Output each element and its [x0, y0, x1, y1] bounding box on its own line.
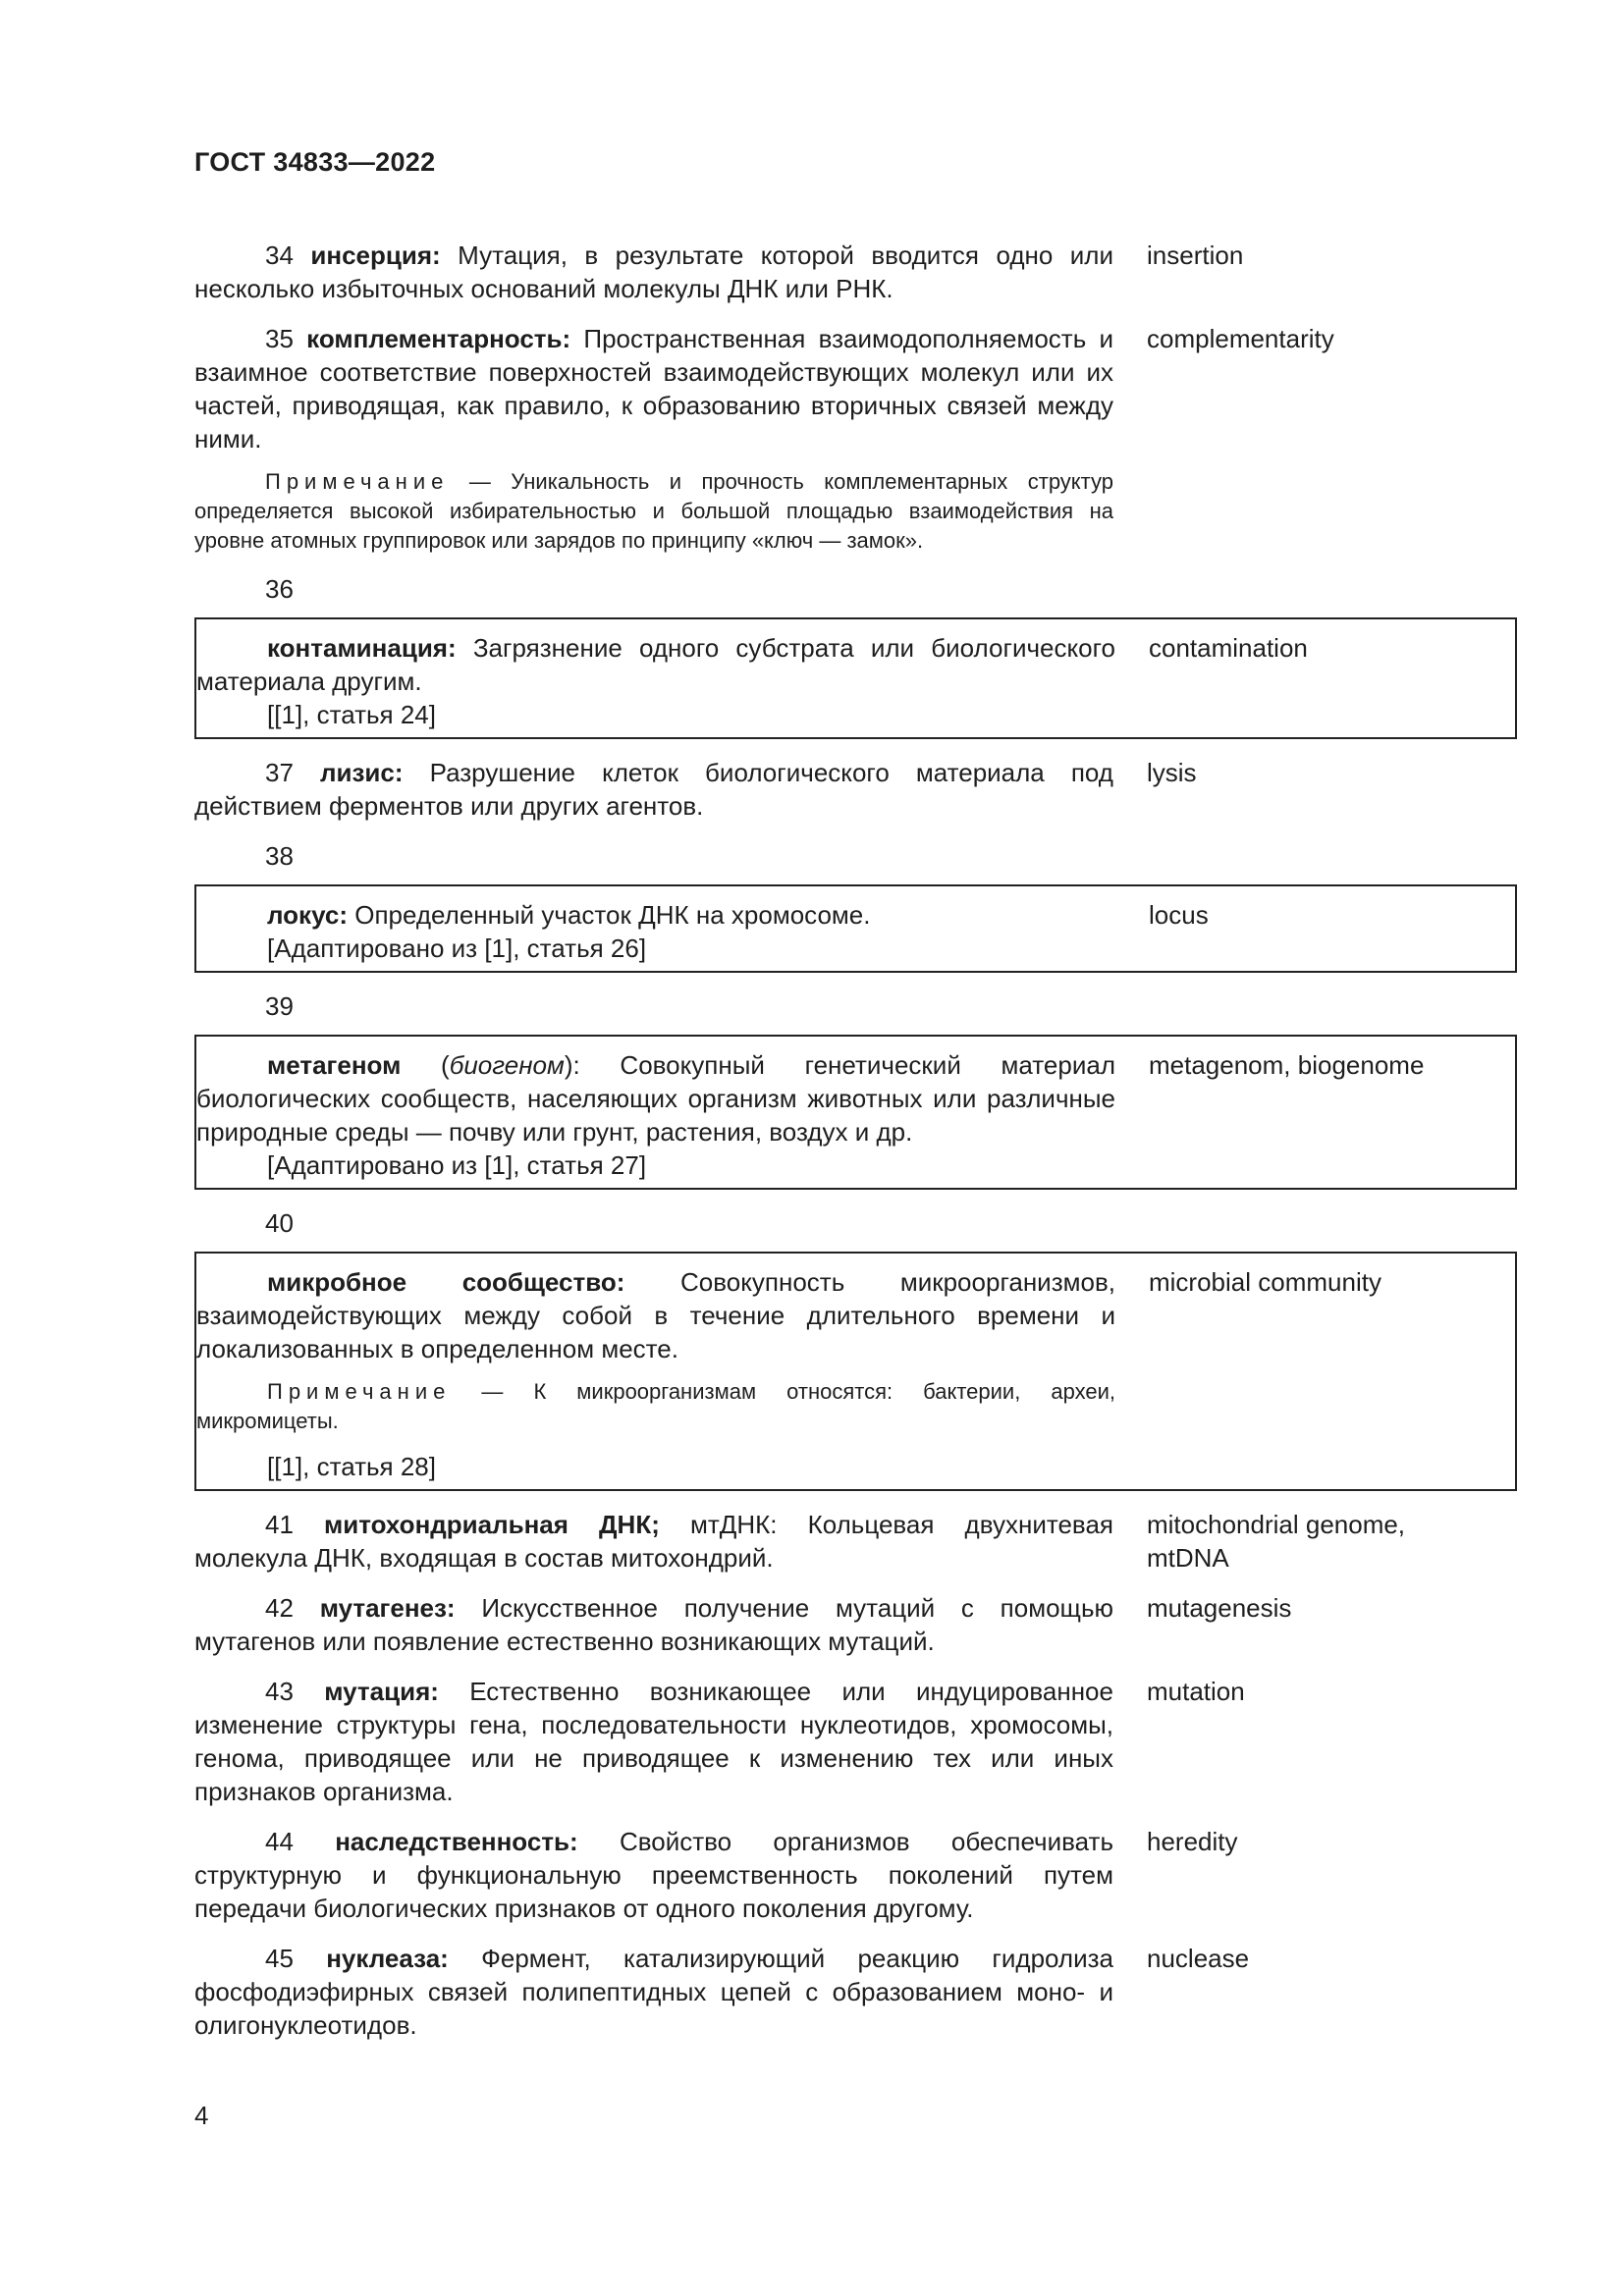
term-entry-36 [194, 617, 1517, 739]
term-number: 44 [265, 1827, 294, 1856]
term-definition: метагеном (биогеном): Совокупный генетический материал биологических сообществ, населяющих организм животных или различные природные среды — почву или грунт, растения, воздух и др. [Адаптировано из [1], статья 27] [196, 1050, 1115, 1180]
term-name: митохондриальная ДНК; [324, 1510, 660, 1539]
term-number: 38 [265, 841, 294, 871]
term-number: 34 [265, 240, 294, 270]
term-text: Совокупность микроорганизмов, взаимодействующих между собой в течение длительного времени и локализованных в определенном месте. [196, 1267, 1115, 1363]
term-definition [196, 898, 1115, 965]
term-name: нуклеаза: [326, 1944, 449, 1973]
note-text: — Уникальность и прочность комплементарных структур определяется высокой избирательностью и большой площадью взаимодействия на уровне атомных группировок или зарядов по принципу «ключ — замок». [194, 469, 1113, 553]
term-number: 37 [265, 758, 294, 787]
term-number: 45 [265, 1944, 294, 1973]
term-english: microbial community [1149, 1267, 1381, 1297]
term-source: [[1], статья 24] [267, 700, 436, 729]
term-text: Загрязнение одного субстрата или биологического материала другим. [196, 633, 1115, 696]
term-entry-38 [194, 884, 1517, 973]
term-text: Разрушение клеток биологического материала под действием ферментов или других агентов. [194, 758, 1113, 821]
term-number: 36 [265, 574, 294, 604]
note-label: Примечание [265, 469, 450, 494]
term-text: Фермент, катализирующий реакцию гидролиза фосфодиэфирных связей полипептидных цепей с образованием моно- и олигонуклеотидов. [194, 1944, 1113, 2040]
term-text: Пространственная взаимодополняемость и взаимное соответствие поверхностей взаимодействующих молекул или их частей, приводящая, как правило, к образованию вторичных связей между ними. [194, 324, 1113, 454]
term-entry-42 [194, 1591, 1517, 1658]
term-text: мтДНК: Кольцевая двухнитевая молекула ДНК, входящая в состав митохондрий. [194, 1510, 1113, 1573]
term-number: 41 [265, 1510, 294, 1539]
term-number: 35 [265, 324, 294, 353]
term-number: 39 [265, 991, 294, 1021]
term-text: Мутация, в результате которой вводится одно или несколько избыточных оснований молекулы ДНК или РНК. [194, 240, 1114, 303]
note-label: Примечание [267, 1379, 452, 1404]
term-definition [194, 1675, 1113, 1808]
term-text: ): Совокупный генетический материал биологических сообществ, населяющих организм животных или различные природные среды — почву или грунт, растения, воздух и др. [196, 1050, 1115, 1147]
terms-list [194, 239, 1517, 2058]
term-name: мутагенез: [319, 1593, 456, 1623]
term-text: Естественно возникающее или индуцированное изменение структуры гена, последовательности нуклеотидов, хромосомы, генома, приводящее или не приводящее к изменению тех или иных признаков организма. [194, 1677, 1113, 1806]
term-english: mutation [1147, 1677, 1245, 1706]
term-english: mutagenesis [1147, 1593, 1292, 1623]
term-english: lysis [1147, 758, 1197, 787]
term-definition [194, 1942, 1113, 2042]
term-entry-40 [194, 1252, 1517, 1491]
term-entry-39 [194, 1035, 1517, 1190]
term-definition [194, 322, 1113, 556]
term-number: 40 [265, 1208, 294, 1238]
term-entry-35 [194, 322, 1517, 556]
term-english: nuclease [1147, 1944, 1250, 1973]
term-text: Свойство организмов обеспечивать структурную и функциональную преемственность поколений путем передачи биологических признаков от одного поколения другому. [194, 1827, 1113, 1923]
term-source: [Адаптировано из [1], статья 27] [267, 1150, 647, 1180]
term-definition [194, 756, 1113, 823]
term-english: heredity [1147, 1827, 1238, 1856]
term-source: [Адаптировано из [1], статья 26] [267, 934, 647, 963]
term-name: контаминация: [267, 633, 457, 663]
term-source: [[1], статья 28] [267, 1452, 436, 1481]
term-name: наследственность: [335, 1827, 578, 1856]
term-name: лизис: [320, 758, 404, 787]
term-name: метагеном [267, 1050, 402, 1080]
term-name: микробное сообщество: [267, 1267, 625, 1297]
term-english: insertion [1147, 240, 1244, 270]
document-header: ГОСТ 34833—2022 [194, 147, 436, 177]
term-name: инсерция: [310, 240, 441, 270]
term-entry-43 [194, 1675, 1517, 1808]
term-entry-45 [194, 1942, 1517, 2042]
term-entry-44 [194, 1825, 1517, 1925]
term-note [194, 467, 1113, 556]
term-number: 43 [265, 1677, 294, 1706]
term-name: комплементарность: [306, 324, 571, 353]
term-name: мутация: [324, 1677, 439, 1706]
term-definition [196, 631, 1115, 731]
term-entry-37 [194, 756, 1517, 823]
term-name: локус: [267, 900, 348, 930]
term-number: 42 [265, 1593, 294, 1623]
term-synonym: биогеном [449, 1050, 565, 1080]
term-definition [194, 1508, 1113, 1575]
term-english: mitochondrial genome, mtDNA [1147, 1510, 1406, 1573]
term-text: Определенный участок ДНК на хромосоме. [348, 900, 871, 930]
term-definition [194, 1591, 1113, 1658]
term-english: contamination [1149, 633, 1308, 663]
term-entry-41 [194, 1508, 1517, 1575]
note-text: — К микроорганизмам относятся: бактерии, археи, микромицеты. [196, 1379, 1115, 1433]
term-entry-34 [194, 239, 1517, 305]
term-definition [196, 1265, 1115, 1483]
term-english: complementarity [1147, 324, 1334, 353]
term-english: locus [1149, 900, 1209, 930]
term-english: metagenom, biogenome [1149, 1050, 1425, 1080]
term-text: Искусственное получение мутаций с помощью мутагенов или появление естественно возникающих мутаций. [194, 1593, 1113, 1656]
term-definition [194, 1825, 1113, 1925]
page-number: 4 [194, 2101, 209, 2130]
term-note [196, 1377, 1115, 1436]
term-definition [194, 239, 1113, 305]
